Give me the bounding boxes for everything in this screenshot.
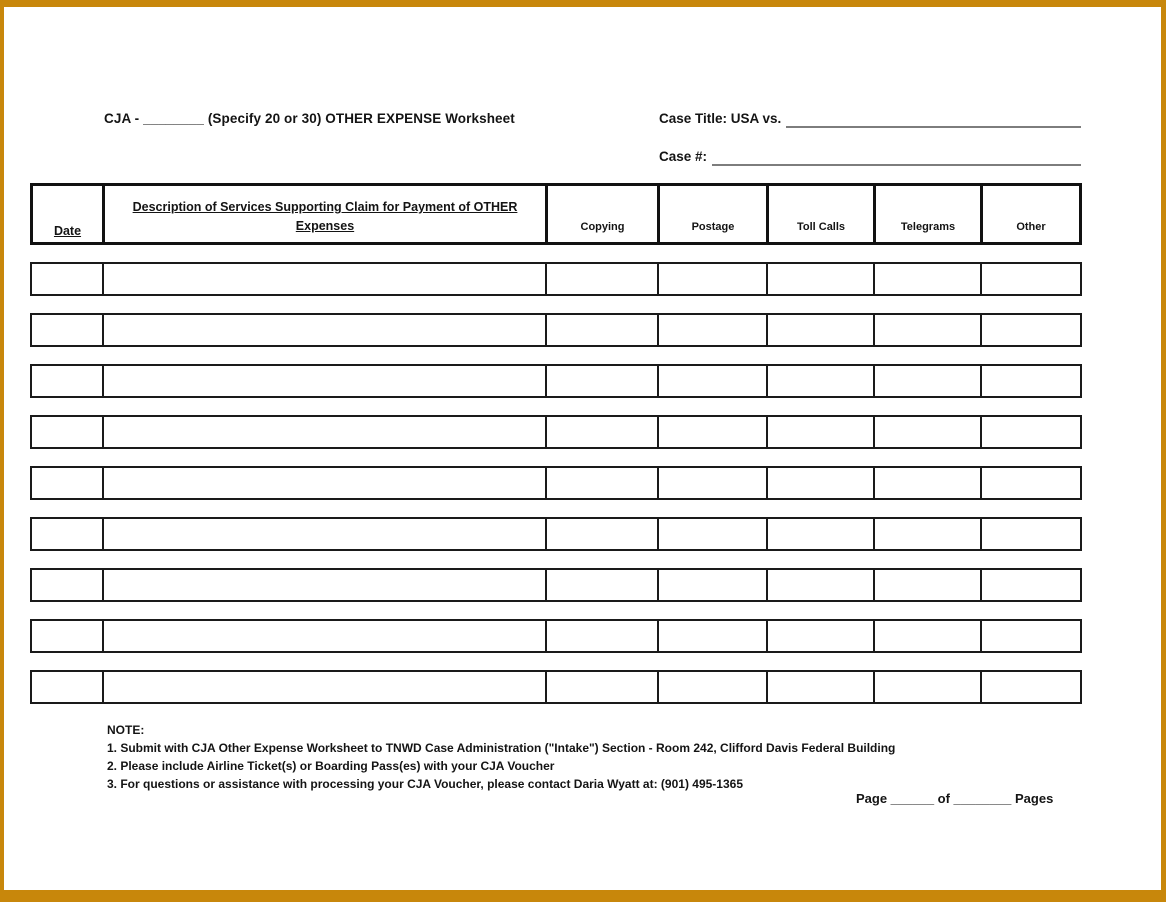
row-5-cell-postage[interactable] bbox=[657, 468, 766, 498]
page-number-line: Page ______ of ________ Pages bbox=[856, 791, 1054, 806]
row-2-cell-date[interactable] bbox=[32, 315, 102, 345]
row-2-cell-other[interactable] bbox=[980, 315, 1080, 345]
case-title-blank[interactable] bbox=[786, 111, 1081, 128]
row-6-cell-toll-calls[interactable] bbox=[766, 519, 873, 549]
note-heading: NOTE: bbox=[107, 723, 145, 737]
table-row bbox=[30, 364, 1082, 398]
case-number-label: Case #: bbox=[659, 149, 708, 164]
row-2-cell-description[interactable] bbox=[102, 315, 545, 345]
note-line-2: 2. Please include Airline Ticket(s) or Boarding Pass(es) with your CJA Voucher bbox=[107, 759, 555, 773]
row-8-cell-date[interactable] bbox=[32, 621, 102, 651]
column-header-toll-calls bbox=[766, 186, 873, 242]
row-2-cell-toll-calls[interactable] bbox=[766, 315, 873, 345]
row-2-cell-postage[interactable] bbox=[657, 315, 766, 345]
row-6-cell-date[interactable] bbox=[32, 519, 102, 549]
row-7-cell-date[interactable] bbox=[32, 570, 102, 600]
row-3-cell-description[interactable] bbox=[102, 366, 545, 396]
row-4-cell-other[interactable] bbox=[980, 417, 1080, 447]
row-5-cell-copying[interactable] bbox=[545, 468, 657, 498]
row-7-cell-other[interactable] bbox=[980, 570, 1080, 600]
row-9-cell-telegrams[interactable] bbox=[873, 672, 980, 702]
case-title-label: Case Title: USA vs. bbox=[659, 111, 782, 126]
row-5-cell-date[interactable] bbox=[32, 468, 102, 498]
row-5-cell-toll-calls[interactable] bbox=[766, 468, 873, 498]
table-row bbox=[30, 313, 1082, 347]
column-header-postage-label: Postage bbox=[691, 221, 735, 233]
row-4-cell-postage[interactable] bbox=[657, 417, 766, 447]
row-4-cell-telegrams[interactable] bbox=[873, 417, 980, 447]
column-header-postage bbox=[657, 186, 766, 242]
table-row bbox=[30, 262, 1082, 296]
row-4-cell-copying[interactable] bbox=[545, 417, 657, 447]
row-4-cell-description[interactable] bbox=[102, 417, 545, 447]
column-header-copying-label: Copying bbox=[580, 221, 625, 233]
row-8-cell-telegrams[interactable] bbox=[873, 621, 980, 651]
row-7-cell-description[interactable] bbox=[102, 570, 545, 600]
row-1-cell-postage[interactable] bbox=[657, 264, 766, 294]
column-header-description-line2: Expenses bbox=[295, 219, 355, 233]
note-line-1: 1. Submit with CJA Other Expense Worksheet to TNWD Case Administration ("Intake") Section - Room 242, Clifford Davis Federal Building bbox=[107, 741, 896, 755]
column-header-description bbox=[102, 186, 545, 242]
note-line-3: 3. For questions or assistance with processing your CJA Voucher, please contact Daria Wyatt at: (901) 495-1365 bbox=[107, 777, 743, 791]
column-header-telegrams-label: Telegrams bbox=[900, 221, 956, 233]
table-row bbox=[30, 415, 1082, 449]
row-1-cell-date[interactable] bbox=[32, 264, 102, 294]
row-8-cell-copying[interactable] bbox=[545, 621, 657, 651]
column-header-date-label: Date bbox=[53, 224, 82, 238]
row-1-cell-telegrams[interactable] bbox=[873, 264, 980, 294]
row-7-cell-telegrams[interactable] bbox=[873, 570, 980, 600]
row-9-cell-date[interactable] bbox=[32, 672, 102, 702]
row-3-cell-postage[interactable] bbox=[657, 366, 766, 396]
row-1-cell-other[interactable] bbox=[980, 264, 1080, 294]
row-6-cell-postage[interactable] bbox=[657, 519, 766, 549]
column-header-copying bbox=[545, 186, 657, 242]
row-6-cell-telegrams[interactable] bbox=[873, 519, 980, 549]
row-6-cell-description[interactable] bbox=[102, 519, 545, 549]
row-4-cell-toll-calls[interactable] bbox=[766, 417, 873, 447]
row-7-cell-postage[interactable] bbox=[657, 570, 766, 600]
table-row bbox=[30, 568, 1082, 602]
row-9-cell-toll-calls[interactable] bbox=[766, 672, 873, 702]
case-number-blank[interactable] bbox=[712, 149, 1081, 166]
row-5-cell-other[interactable] bbox=[980, 468, 1080, 498]
table-row bbox=[30, 619, 1082, 653]
row-2-cell-telegrams[interactable] bbox=[873, 315, 980, 345]
row-1-cell-description[interactable] bbox=[102, 264, 545, 294]
row-3-cell-toll-calls[interactable] bbox=[766, 366, 873, 396]
row-3-cell-telegrams[interactable] bbox=[873, 366, 980, 396]
column-header-other-label: Other bbox=[1016, 221, 1046, 233]
table-row bbox=[30, 466, 1082, 500]
note-section bbox=[107, 721, 895, 793]
row-6-cell-other[interactable] bbox=[980, 519, 1080, 549]
column-header-other bbox=[980, 186, 1079, 242]
row-7-cell-copying[interactable] bbox=[545, 570, 657, 600]
row-8-cell-postage[interactable] bbox=[657, 621, 766, 651]
row-9-cell-copying[interactable] bbox=[545, 672, 657, 702]
row-3-cell-other[interactable] bbox=[980, 366, 1080, 396]
column-header-telegrams bbox=[873, 186, 980, 242]
row-1-cell-copying[interactable] bbox=[545, 264, 657, 294]
row-2-cell-copying[interactable] bbox=[545, 315, 657, 345]
row-5-cell-description[interactable] bbox=[102, 468, 545, 498]
row-9-cell-postage[interactable] bbox=[657, 672, 766, 702]
row-8-cell-other[interactable] bbox=[980, 621, 1080, 651]
table-row bbox=[30, 670, 1082, 704]
row-9-cell-other[interactable] bbox=[980, 672, 1080, 702]
table-header-row bbox=[30, 183, 1082, 245]
column-header-date bbox=[33, 186, 102, 242]
row-8-cell-description[interactable] bbox=[102, 621, 545, 651]
row-3-cell-copying[interactable] bbox=[545, 366, 657, 396]
row-3-cell-date[interactable] bbox=[32, 366, 102, 396]
row-1-cell-toll-calls[interactable] bbox=[766, 264, 873, 294]
column-header-toll-calls-label: Toll Calls bbox=[796, 221, 846, 233]
column-header-description-line1: Description of Services Supporting Claim for Payment of OTHER bbox=[132, 200, 518, 214]
row-8-cell-toll-calls[interactable] bbox=[766, 621, 873, 651]
row-9-cell-description[interactable] bbox=[102, 672, 545, 702]
case-title-field bbox=[659, 110, 1081, 128]
row-7-cell-toll-calls[interactable] bbox=[766, 570, 873, 600]
document-title: CJA - ________ (Specify 20 or 30) OTHER EXPENSE Worksheet bbox=[104, 111, 515, 126]
row-5-cell-telegrams[interactable] bbox=[873, 468, 980, 498]
row-4-cell-date[interactable] bbox=[32, 417, 102, 447]
table-row bbox=[30, 517, 1082, 551]
row-6-cell-copying[interactable] bbox=[545, 519, 657, 549]
case-number-field bbox=[659, 148, 1081, 166]
